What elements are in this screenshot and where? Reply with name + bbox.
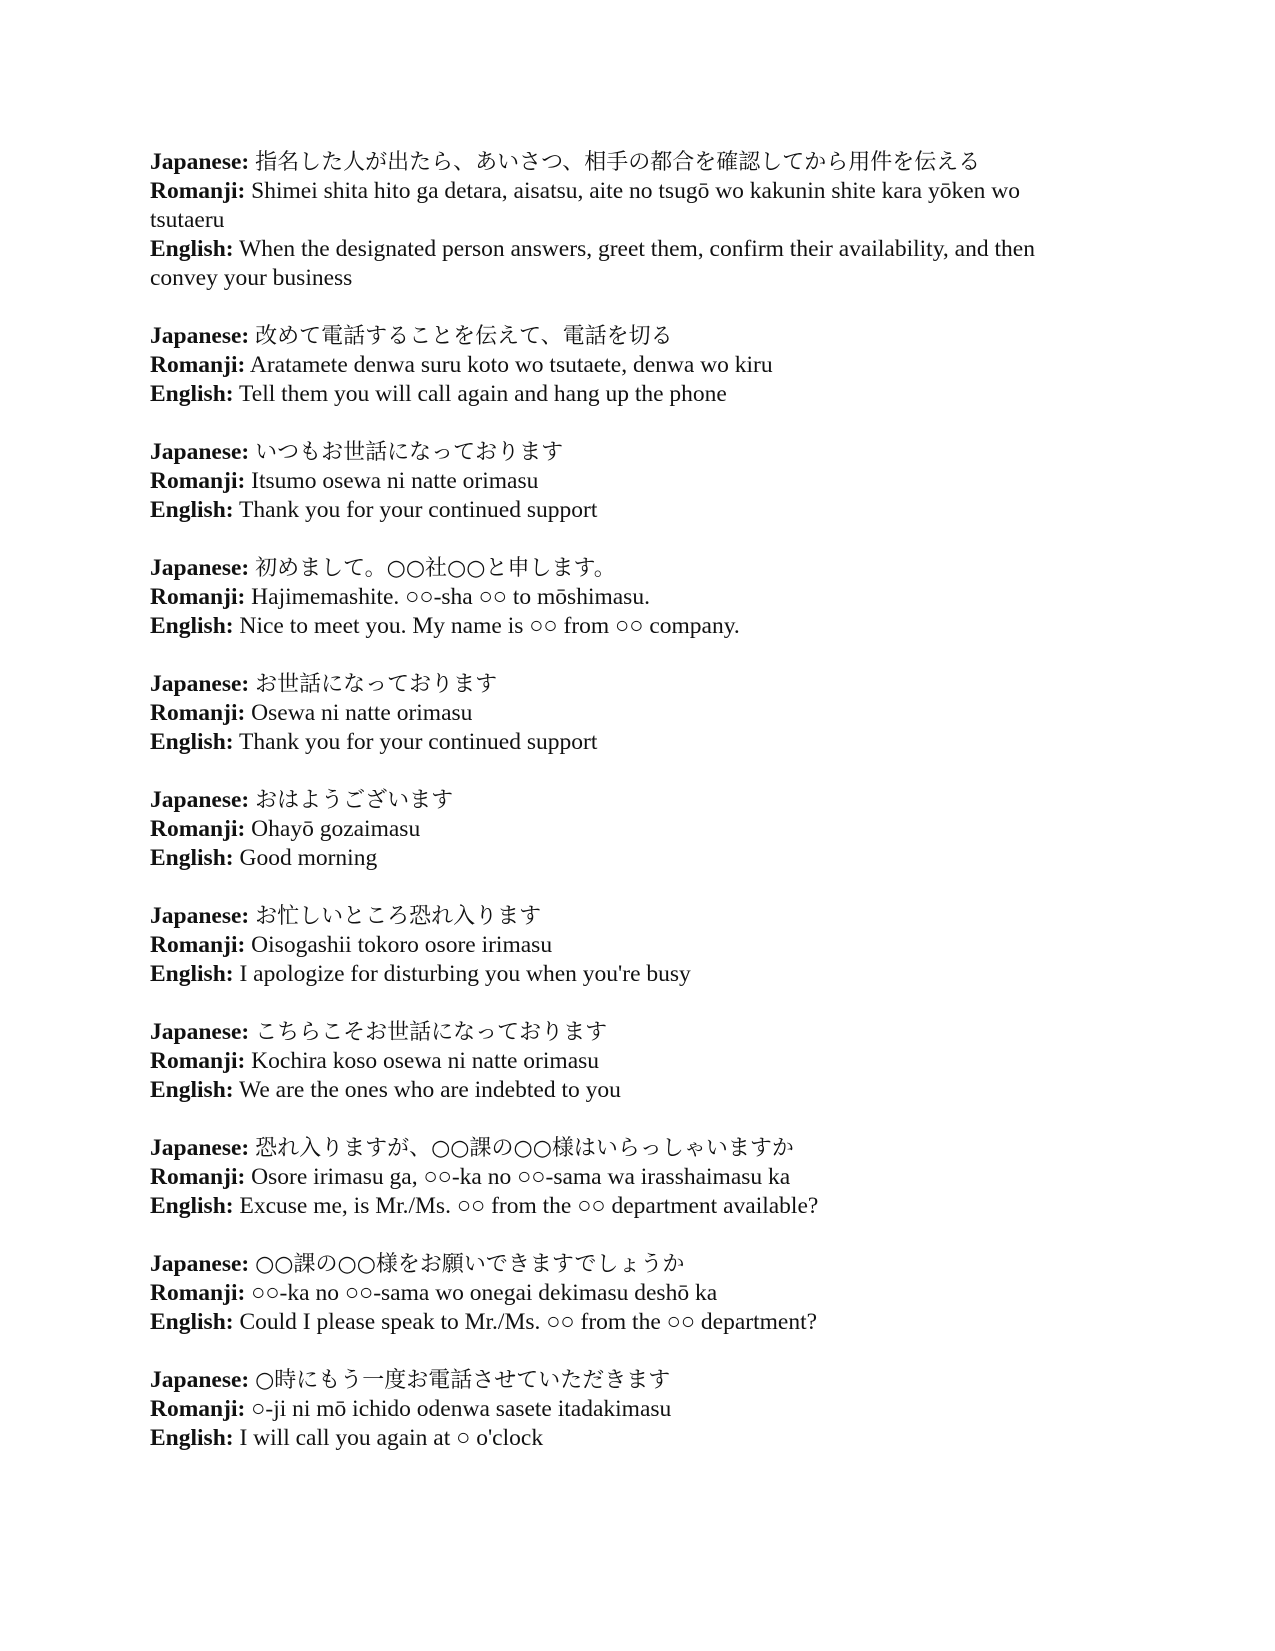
english-label: English: bbox=[150, 1309, 234, 1335]
romanji-text: Itsumo osewa ni natte orimasu bbox=[251, 468, 539, 494]
romanji-text: ○-ji ni mō ichido odenwa sasete itadakimasu bbox=[251, 1396, 672, 1422]
japanese-line bbox=[150, 322, 1100, 351]
japanese-label: Japanese: bbox=[150, 1367, 250, 1393]
japanese-label: Japanese: bbox=[150, 1019, 250, 1045]
japanese-text: 恐れ入りますが、○○課の○○様はいらっしゃいますか bbox=[255, 1136, 794, 1161]
phrase-entry bbox=[150, 148, 1100, 293]
romanji-label: Romanji: bbox=[150, 816, 246, 842]
romanji-text: Osore irimasu ga, ○○-ka no ○○-sama wa irasshaimasu ka bbox=[251, 1164, 791, 1190]
phrase-entry bbox=[150, 438, 1100, 525]
english-line bbox=[150, 1076, 1100, 1105]
japanese-line bbox=[150, 670, 1100, 699]
japanese-text: いつもお世話になっております bbox=[255, 440, 564, 465]
romanji-text: Oisogashii tokoro osore irimasu bbox=[251, 932, 553, 958]
romanji-label: Romanji: bbox=[150, 352, 246, 378]
english-line bbox=[150, 380, 1100, 409]
english-text: Could I please speak to Mr./Ms. ○○ from the ○○ department? bbox=[239, 1309, 818, 1335]
japanese-text: 改めて電話することを伝えて、電話を切る bbox=[255, 324, 673, 349]
romanji-text: Hajimemashite. ○○-sha ○○ to mōshimasu. bbox=[251, 584, 650, 610]
english-label: English: bbox=[150, 236, 234, 262]
romanji-line bbox=[150, 1047, 1100, 1076]
japanese-label: Japanese: bbox=[150, 149, 250, 175]
japanese-label: Japanese: bbox=[150, 323, 250, 349]
japanese-label: Japanese: bbox=[150, 1135, 250, 1161]
japanese-line bbox=[150, 148, 1100, 177]
romanji-label: Romanji: bbox=[150, 932, 246, 958]
japanese-text: お忙しいところ恐れ入ります bbox=[255, 904, 542, 929]
romanji-line bbox=[150, 931, 1100, 960]
english-label: English: bbox=[150, 961, 234, 987]
japanese-label: Japanese: bbox=[150, 671, 250, 697]
romanji-line bbox=[150, 1395, 1100, 1424]
japanese-line bbox=[150, 1018, 1100, 1047]
phrase-entry bbox=[150, 670, 1100, 757]
japanese-line bbox=[150, 902, 1100, 931]
japanese-text: 初めまして。○○社○○と申します。 bbox=[255, 556, 616, 581]
english-label: English: bbox=[150, 613, 234, 639]
english-text: I apologize for disturbing you when you're busy bbox=[239, 961, 691, 987]
english-label: English: bbox=[150, 497, 234, 523]
romanji-label: Romanji: bbox=[150, 1164, 246, 1190]
english-label: English: bbox=[150, 729, 234, 755]
english-text: Nice to meet you. My name is ○○ from ○○ company. bbox=[239, 613, 740, 639]
english-line bbox=[150, 1192, 1100, 1221]
english-text: I will call you again at ○ o'clock bbox=[239, 1425, 544, 1451]
english-text: Good morning bbox=[239, 845, 378, 871]
japanese-label: Japanese: bbox=[150, 1251, 250, 1277]
japanese-line bbox=[150, 554, 1100, 583]
english-line bbox=[150, 1308, 1100, 1337]
romanji-text: Shimei shita hito ga detara, aisatsu, aite no tsugō wo kakunin shite kara yōken wo tsutaeru bbox=[150, 178, 1020, 233]
romanji-line bbox=[150, 1279, 1100, 1308]
romanji-label: Romanji: bbox=[150, 1396, 246, 1422]
japanese-line bbox=[150, 1134, 1100, 1163]
romanji-line bbox=[150, 1163, 1100, 1192]
romanji-line bbox=[150, 815, 1100, 844]
japanese-line bbox=[150, 786, 1100, 815]
phrase-entry bbox=[150, 1134, 1100, 1221]
romanji-label: Romanji: bbox=[150, 1048, 246, 1074]
romanji-text: Ohayō gozaimasu bbox=[251, 816, 421, 842]
japanese-label: Japanese: bbox=[150, 555, 250, 581]
romanji-label: Romanji: bbox=[150, 1280, 246, 1306]
english-text: Thank you for your continued support bbox=[239, 729, 598, 755]
english-line bbox=[150, 1424, 1100, 1453]
romanji-label: Romanji: bbox=[150, 584, 246, 610]
english-label: English: bbox=[150, 381, 234, 407]
japanese-text: 指名した人が出たら、あいさつ、相手の都合を確認してから用件を伝える bbox=[255, 150, 981, 175]
phrase-entry bbox=[150, 1366, 1100, 1453]
phrase-entry bbox=[150, 786, 1100, 873]
romanji-line bbox=[150, 177, 1100, 235]
english-line bbox=[150, 728, 1100, 757]
english-line bbox=[150, 960, 1100, 989]
japanese-line bbox=[150, 438, 1100, 467]
romanji-label: Romanji: bbox=[150, 178, 246, 204]
romanji-text: Kochira koso osewa ni natte orimasu bbox=[251, 1048, 600, 1074]
romanji-text: ○○-ka no ○○-sama wo onegai dekimasu deshō ka bbox=[251, 1280, 718, 1306]
japanese-label: Japanese: bbox=[150, 439, 250, 465]
romanji-line bbox=[150, 467, 1100, 496]
romanji-label: Romanji: bbox=[150, 468, 246, 494]
english-text: When the designated person answers, greet them, confirm their availability, and then convey your business bbox=[150, 236, 1035, 291]
english-label: English: bbox=[150, 1425, 234, 1451]
english-line bbox=[150, 496, 1100, 525]
phrase-entry bbox=[150, 322, 1100, 409]
japanese-label: Japanese: bbox=[150, 787, 250, 813]
english-line bbox=[150, 612, 1100, 641]
english-label: English: bbox=[150, 1193, 234, 1219]
japanese-text: おはようございます bbox=[255, 788, 454, 813]
romanji-line bbox=[150, 351, 1100, 380]
phrase-entry bbox=[150, 1018, 1100, 1105]
phrase-entry bbox=[150, 902, 1100, 989]
phrase-entry bbox=[150, 554, 1100, 641]
phrase-entry bbox=[150, 1250, 1100, 1337]
japanese-line bbox=[150, 1366, 1100, 1395]
japanese-text: お世話になっております bbox=[255, 672, 498, 697]
japanese-text: ○時にもう一度お電話させていただきます bbox=[255, 1368, 671, 1393]
romanji-text: Osewa ni natte orimasu bbox=[251, 700, 473, 726]
english-line bbox=[150, 844, 1100, 873]
english-text: Excuse me, is Mr./Ms. ○○ from the ○○ department available? bbox=[239, 1193, 819, 1219]
japanese-line bbox=[150, 1250, 1100, 1279]
romanji-line bbox=[150, 583, 1100, 612]
romanji-text: Aratamete denwa suru koto wo tsutaete, denwa wo kiru bbox=[249, 352, 773, 378]
english-text: Thank you for your continued support bbox=[239, 497, 598, 523]
english-line bbox=[150, 235, 1100, 293]
romanji-line bbox=[150, 699, 1100, 728]
japanese-label: Japanese: bbox=[150, 903, 250, 929]
english-text: Tell them you will call again and hang up the phone bbox=[239, 381, 727, 407]
english-label: English: bbox=[150, 1077, 234, 1103]
english-text: We are the ones who are indebted to you bbox=[239, 1077, 621, 1103]
japanese-text: ○○課の○○様をお願いできますでしょうか bbox=[255, 1252, 685, 1277]
document-page bbox=[150, 148, 1100, 1482]
japanese-text: こちらこそお世話になっております bbox=[255, 1020, 608, 1045]
romanji-label: Romanji: bbox=[150, 700, 246, 726]
english-label: English: bbox=[150, 845, 234, 871]
